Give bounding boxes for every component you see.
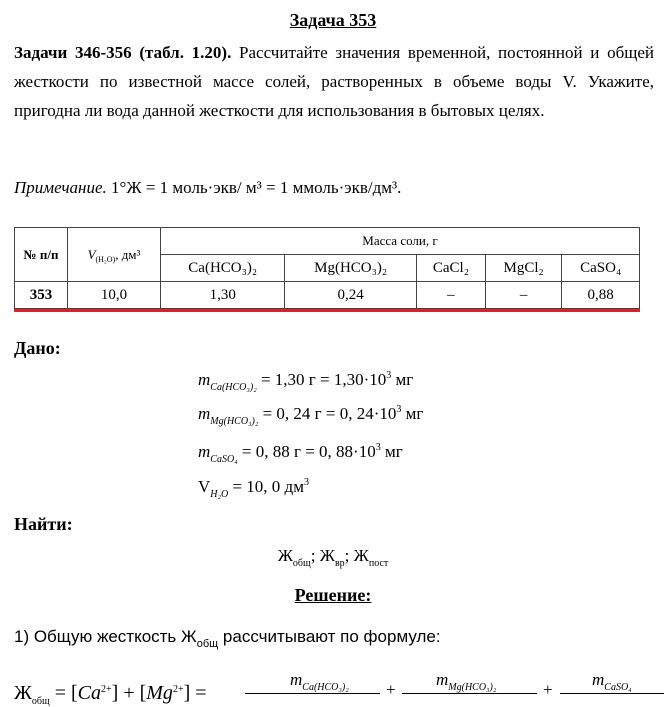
note-text: 1°Ж = 1 моль·экв/ м³ = 1 ммоль·экв/дм³. [106,178,402,197]
formula-numerator-2: $m_{Mg(HCO_3)_2}$ [436,670,497,693]
row-value: 1,30 [161,282,285,309]
salt-header: CaCl₂ [416,255,485,282]
solution-heading: Решение: [294,585,372,605]
find-expression: $Ж_{общ}$; $Ж_{вр}$; $Ж_{пост}$ [277,546,389,569]
data-table [14,227,640,309]
formula-lhs: $Ж_{общ} = [Ca^{2+}] + [Mg^{2+}]$ = [14,682,207,707]
given-heading: Дано: [14,338,61,358]
row-value: – [416,282,485,309]
salt-header: Mg(HCO₃)₂ [285,255,416,282]
given-line: $m_{Mg(HCO_3)_2} = 0$, 24 г = 0, $24\cdot 10^3$ мг [198,404,424,427]
plus-sign: + [543,680,553,699]
find-heading: Найти: [14,514,73,534]
salt-header: CaSO₄ [562,255,640,282]
plus-sign: + [386,680,396,699]
table-row [15,282,640,309]
salt-header: MgCl₂ [486,255,562,282]
task-description [14,38,654,125]
given-line: $V_{H_2O} = 10$, 0 $дм^3$ [198,477,309,500]
note-label: Примечание. [14,178,107,197]
row-value: 0,88 [562,282,640,309]
row-highlight-line [14,309,640,312]
task-title: Задача 353 [289,10,377,30]
formula-numerator-3: $m_{CaSO_4}$ [592,670,632,693]
mass-header: Масса соли, г [161,228,640,255]
task-range: Задачи 346-356 (табл. 1.20). [14,43,232,62]
fraction-line [560,693,664,694]
row-value: – [486,282,562,309]
col-volume-header: $V_{(H_2O)}$, дм³ [68,228,161,282]
fraction-line [245,693,380,694]
row-num: 353 [15,282,68,309]
solution-heading-wrap [0,585,666,606]
fraction-line [402,693,537,694]
note [14,178,401,198]
given-line: $m_{CaSO_4} = 0$, 88 г = 0, $88\cdot 10^3$ мг [198,442,403,465]
col-num-header: № п/п [15,228,68,282]
given-line: $m_{Ca(HCO_3)_2} = 1,30$ $г = 1,30\cdot 10^3$ мг [198,370,414,393]
row-volume: 10,0 [68,282,161,309]
salt-header: Ca(HCO₃)₂ [161,255,285,282]
step-1-text: 1) Общую жесткость $Ж_{общ}$ рассчитывают по формуле: [14,627,441,650]
row-value: 0,24 [285,282,416,309]
task-text: Рассчитайте значения временной, постоянной и общей жесткости по известной массе солей, растворенных в объеме воды V. Укажите, пригодна ли вода данной жесткости для использования в бытовых целях. [14,43,654,120]
formula-numerator-1: $m_{Ca(HCO_3)_2}$ [290,670,349,693]
